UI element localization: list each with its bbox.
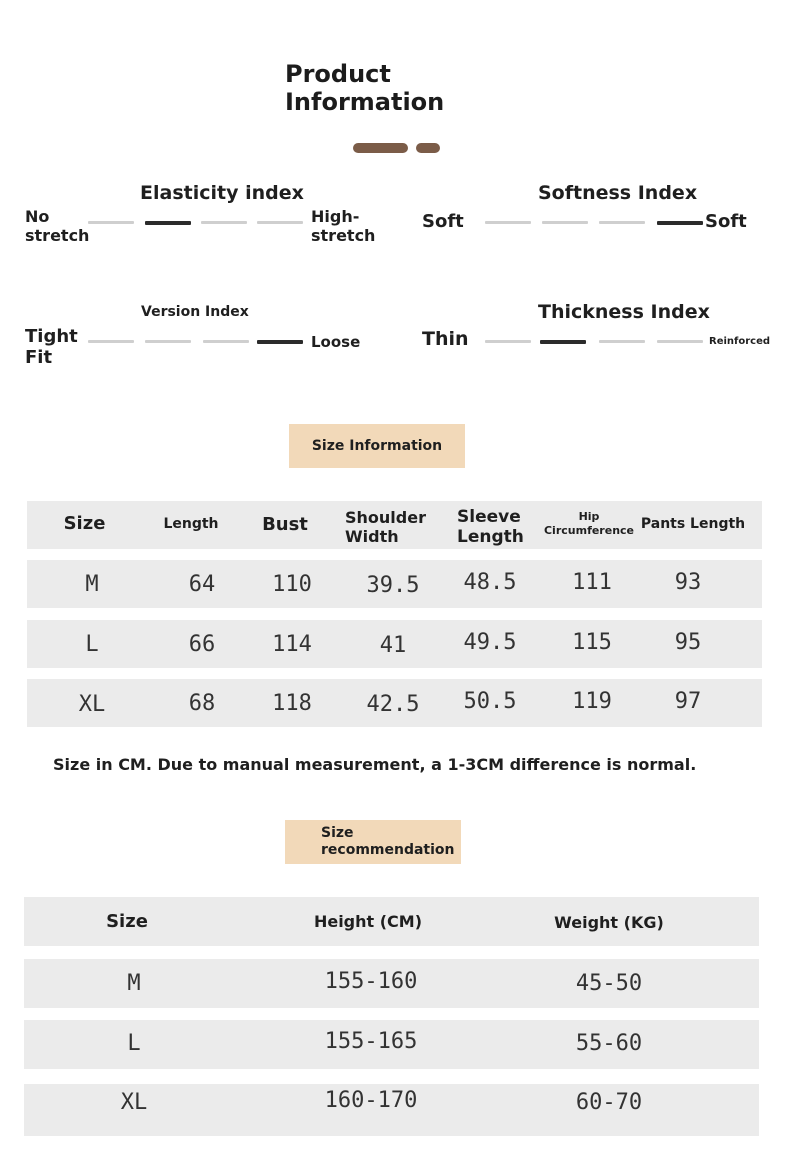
scale-segment-active [257, 340, 303, 344]
size-info-row-l [27, 620, 762, 668]
cell-size: L [85, 632, 99, 657]
cell-height: 160-170 [324, 1088, 418, 1113]
thickness-scale [485, 340, 703, 344]
size-rec-row-m [24, 959, 759, 1008]
cell-pants: 93 [674, 570, 702, 595]
header-sleeve-length: Sleeve Length [457, 507, 524, 547]
scale-segment-active [540, 340, 586, 344]
cell-hip: 115 [572, 630, 612, 655]
version-left-label: Tight Fit [25, 326, 78, 368]
cell-bust: 110 [272, 572, 312, 597]
scale-segment [485, 221, 531, 224]
header-shoulder-width: Shoulder Width [345, 508, 426, 546]
version-index-title: Version Index [141, 304, 249, 320]
scale-segment [145, 340, 191, 343]
cell-size: M [85, 572, 99, 597]
scale-segment [257, 221, 303, 224]
scale-segment-active [145, 221, 191, 225]
elasticity-left-label: No stretch [25, 207, 90, 245]
scale-segment [88, 221, 134, 224]
thickness-right-label: Reinforced [709, 336, 771, 347]
size-rec-row-l [24, 1020, 759, 1069]
cell-size: XL [78, 692, 106, 717]
softness-scale [485, 221, 703, 225]
size-info-header-row [27, 501, 762, 549]
cell-sleeve: 50.5 [463, 689, 517, 714]
cell-bust: 114 [272, 632, 312, 657]
scale-segment [201, 221, 247, 224]
size-information-badge: Size Information [289, 424, 465, 468]
header-height: Height (CM) [313, 912, 423, 931]
header-pants-length: Pants Length [640, 516, 746, 532]
cell-shoulder: 42.5 [366, 692, 420, 717]
elasticity-right-label: High-stretch [311, 207, 376, 245]
cell-weight: 55-60 [575, 1031, 643, 1056]
scale-segment-active [657, 221, 703, 225]
title-line-2: Information [285, 88, 445, 116]
scale-segment [599, 340, 645, 343]
cell-height: 155-165 [324, 1029, 418, 1054]
scale-segment [542, 221, 588, 224]
cell-shoulder: 39.5 [366, 573, 420, 598]
cell-length: 64 [188, 572, 216, 597]
measurement-note: Size in CM. Due to manual measurement, a 1-3CM difference is normal. [53, 755, 697, 774]
cell-size: M [127, 971, 141, 996]
title-line-1: Product [285, 60, 391, 88]
scale-segment [657, 340, 703, 343]
cell-height: 155-160 [324, 969, 418, 994]
scale-segment [88, 340, 134, 343]
cell-size: L [127, 1031, 141, 1056]
cell-length: 66 [188, 632, 216, 657]
thickness-index-title: Thickness Index [538, 301, 710, 323]
scale-segment [599, 221, 645, 224]
size-rec-row-xl [24, 1084, 759, 1136]
cell-pants: 97 [674, 689, 702, 714]
header-size: Size [63, 513, 106, 534]
cell-pants: 95 [674, 630, 702, 655]
page-title [285, 60, 444, 116]
size-rec-header-row [24, 897, 759, 946]
cell-sleeve: 48.5 [463, 570, 517, 595]
version-scale [88, 340, 303, 344]
cell-weight: 60-70 [575, 1090, 643, 1115]
cell-sleeve: 49.5 [463, 630, 517, 655]
cell-hip: 119 [572, 689, 612, 714]
cell-bust: 118 [272, 691, 312, 716]
softness-right-label: Soft [705, 211, 747, 232]
softness-left-label: Soft [422, 211, 464, 232]
title-accent-bar-long [353, 143, 408, 153]
title-accent-bar-short [416, 143, 440, 153]
scale-segment [485, 340, 531, 343]
cell-size: XL [120, 1090, 148, 1115]
size-info-row-m [27, 560, 762, 608]
size-info-row-xl [27, 679, 762, 727]
cell-shoulder: 41 [379, 633, 407, 658]
header-size: Size [106, 911, 148, 932]
header-length: Length [163, 516, 219, 532]
header-bust: Bust [262, 514, 308, 535]
cell-length: 68 [188, 691, 216, 716]
scale-segment [203, 340, 249, 343]
version-right-label: Loose [311, 333, 361, 351]
cell-weight: 45-50 [575, 971, 643, 996]
softness-index-title: Softness Index [538, 182, 698, 204]
cell-hip: 111 [572, 570, 612, 595]
header-weight: Weight (KG) [554, 913, 664, 932]
elasticity-scale [88, 221, 303, 225]
header-hip-circumference: Hip Circumference [543, 510, 635, 537]
thickness-left-label: Thin [422, 328, 469, 350]
size-recommendation-badge: Size recommendation [285, 820, 461, 864]
elasticity-index-title: Elasticity index [140, 182, 304, 204]
